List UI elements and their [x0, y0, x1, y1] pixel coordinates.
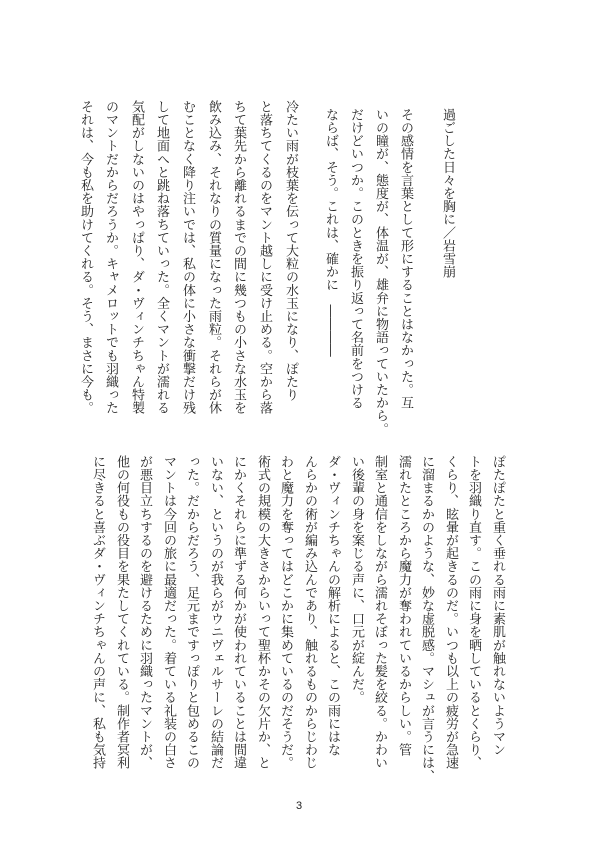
text-line: ちて葉先から離れるまでの間に幾つもの小さな水玉を	[231, 100, 246, 415]
text-line: 飲み込み、それなりの質量になった雨粒。それらが休	[206, 100, 221, 415]
text-line: いの瞳が、態度が、体温が、雄弁に物語っていたから。	[373, 108, 388, 436]
text-line: ぽたぽたと重く垂れる雨に素肌が触れないようマン	[490, 455, 505, 757]
text-line: その感情を言葉として形にすることはなかった。互	[398, 108, 413, 410]
text-line: った。だからだろう、足元まですっぽりと包めるこの	[184, 455, 199, 770]
text-line: が悪目立ちするのを避けるために羽織ったマントが、	[137, 455, 152, 770]
text-line: に溜まるかのような、妙な虚脱感。マシュが言うには、	[419, 455, 434, 783]
text-line: トを羽織り直す。この雨に身を晒しているとくらり、	[466, 455, 481, 770]
text-line: マントは今回の旅に最適だった。着ている礼装の白さ	[161, 455, 176, 770]
text-line: い後輩の身を案じる声に、口元が綻んだ。	[349, 455, 364, 704]
text-line: むことなく降り注いでは、私の体に小さな衝撃だけ残	[180, 100, 195, 415]
text-line: 制室と通信をしながら濡れそぼった髪を絞る。かわい	[372, 455, 387, 770]
text-line: に尽きると喜ぶダ・ヴィンチちゃんの声に、私も気持	[90, 455, 105, 770]
text-line: くらり、眩暈が起きるのだ。いつも以上の疲労が急速	[443, 455, 458, 770]
text-line: わと魔力を奪ってはどこかに集めているのだそうだ。	[278, 455, 293, 770]
text-line: んらかの術が編み込んであり、触れるものからじわじ	[302, 455, 317, 770]
text-line: と落ちてくるのをマント越しに受け止める。空から落	[257, 100, 272, 415]
text-line: 他の何役もの役目を果たしてくれている。制作者冥利	[114, 455, 129, 770]
text-line: にかくそれらに準ずる何かが使われていることは間違	[231, 455, 246, 770]
page-number: 3	[296, 800, 303, 812]
text-line: 気配がしないのはやっぱり、ダ・ヴィンチちゃん特製	[129, 100, 144, 415]
text-line: して地面へと跳ね落ちていった。全くマントが濡れる	[154, 100, 169, 415]
text-line: のマントだからだろうか。キャメロットでも羽織った	[103, 100, 118, 415]
text-line: 濡れたところから魔力が奪われているからしい。管	[396, 455, 411, 757]
text-line: ならば、そう。これは、確かに ――――	[323, 108, 338, 357]
text-line: いない、というのが我らがウニヴェルサーレの結論だ	[208, 455, 223, 770]
text-line: 冷たい雨が枝葉を伝って大粒の水玉になり、ぽたり	[283, 100, 298, 402]
story-title: 過ごした日々を胸に／岩雪崩	[440, 108, 455, 279]
text-line: だけどいつか。このときを振り返って名前をつける	[348, 108, 363, 410]
text-line: ダ・ヴィンチちゃんの解析によると、この雨にはな	[325, 455, 340, 757]
text-line: それは、今も私を助けてくれる。そう、まさに今も。	[78, 100, 93, 415]
text-line: 術式の規模の大きさからいって聖杯かその欠片か、と	[255, 455, 270, 770]
